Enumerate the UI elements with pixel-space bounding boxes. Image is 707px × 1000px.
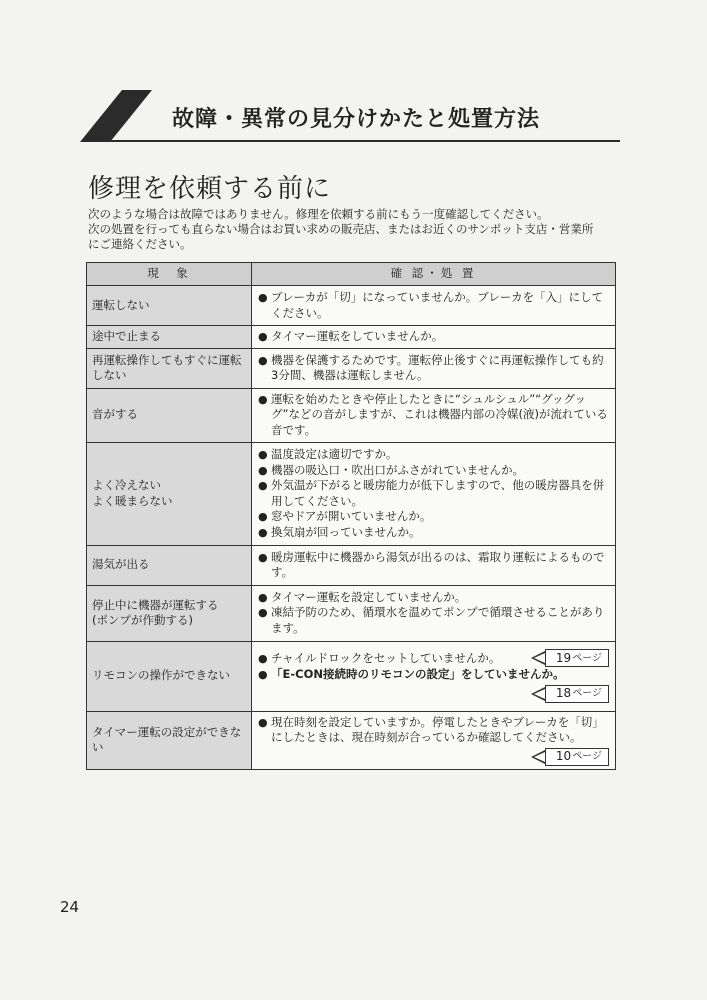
symptom-cell: タイマー運転の設定ができない [87, 711, 252, 769]
bullet-icon: ● [258, 550, 268, 564]
check-cell [252, 711, 616, 769]
check-item [258, 667, 609, 683]
bullet-icon: ● [258, 668, 268, 682]
symptom-cell: リモコンの操作ができない [87, 641, 252, 711]
table-row [87, 545, 616, 585]
symptom-cell: 再運転操作してもすぐに運転しない [87, 348, 252, 388]
bullet-icon: ● [258, 479, 268, 492]
bullet-icon: ● [258, 448, 268, 461]
symptom-cell: 湯気が出る [87, 545, 252, 585]
table-row [87, 348, 616, 388]
page-ref-19: 19 ページ [545, 649, 609, 667]
check-item [258, 509, 609, 525]
check-text: 凍結予防のため、循環水を温めてポンプで循環させることがあります。 [271, 605, 605, 635]
page-number: 24 [60, 898, 80, 916]
table-row [87, 326, 616, 349]
check-item [258, 715, 609, 746]
bullet-icon: ● [258, 525, 268, 539]
check-text: 運転を始めたときや停止したときに“シュルシュル”“グッグッグ”などの音がしますが、これは機器内部の冷媒(液)が流れている音です。 [271, 391, 608, 437]
check-text: タイマー運転をしていませんか。 [271, 329, 444, 343]
table-header-row [87, 263, 616, 286]
table-row [87, 711, 616, 769]
bullet-icon: ● [258, 715, 268, 729]
check-item [258, 550, 609, 581]
check-text: 外気温が下がると暖房能力が低下しますので、他の暖房器具を併用してください。 [271, 478, 605, 508]
symptom-line: (ポンプが作動する) [92, 613, 193, 627]
check-item [258, 329, 609, 345]
bullet-icon: ● [258, 651, 268, 665]
check-item [258, 590, 609, 606]
section-title: 故障・異常の見分けかたと処置方法 [172, 107, 541, 132]
check-cell [252, 545, 616, 585]
bullet-icon: ● [258, 590, 268, 604]
table-row [87, 585, 616, 641]
check-cell [252, 442, 616, 545]
check-cell [252, 348, 616, 388]
check-text: 「E-CON接続時のリモコンの設定」をしていませんか。 [271, 667, 565, 682]
symptom-line: 停止中に機器が運転する [92, 597, 219, 612]
symptom-line: よく暖まらない [92, 493, 173, 508]
table-row [87, 442, 616, 545]
check-text: 機器の吸込口・吹出口がふさがれていませんか。 [271, 462, 524, 477]
symptom-cell: 途中で止まる [87, 326, 252, 349]
check-cell [252, 388, 616, 442]
page-title: 修理を依頼する前に [88, 174, 332, 204]
symptom-cell: 運転しない [87, 286, 252, 326]
header-check: 確 認・処 置 [252, 263, 616, 286]
check-text: ブレーカが「切」になっていませんか。ブレーカを「入」にしてください。 [271, 290, 604, 320]
check-text: 現在時刻を設定していますか。停電したときやブレーカを「切」にしたときは、現在時刻が合っているか確認してください。 [271, 714, 604, 744]
bullet-icon: ● [258, 510, 268, 523]
bullet-icon: ● [258, 353, 268, 367]
check-item [258, 392, 609, 439]
symptom-cell [87, 442, 252, 545]
check-item [258, 447, 609, 463]
intro-line: にご連絡ください。 [88, 237, 192, 251]
check-text: 暖房運転中に機器から湯気が出るのは、霜取り運転によるものです。 [271, 549, 605, 579]
table-row [87, 286, 616, 326]
check-cell [252, 641, 616, 711]
section-header [80, 90, 620, 142]
check-cell [252, 286, 616, 326]
check-item [258, 651, 500, 667]
bullet-icon: ● [258, 606, 268, 620]
check-cell [252, 326, 616, 349]
check-item [258, 463, 609, 479]
intro-text [88, 207, 618, 252]
check-item [258, 605, 609, 636]
bullet-icon: ● [258, 291, 268, 304]
check-text: チャイルドロックをセットしていませんか。 [271, 650, 501, 665]
table-row [87, 641, 616, 711]
check-cell [252, 585, 616, 641]
check-text: 温度設定は適切ですか。 [271, 447, 398, 461]
bullet-icon: ● [258, 392, 268, 406]
check-item [258, 478, 609, 509]
check-item [258, 353, 609, 384]
intro-line: 次のような場合は故障ではありません。修理を依頼する前にもう一度確認してください。 [88, 207, 549, 221]
troubleshooting-table [86, 262, 616, 770]
check-text: タイマー運転を設定していませんか。 [271, 589, 467, 604]
check-text: 窓やドアが開いていませんか。 [271, 509, 432, 523]
symptom-cell [87, 585, 252, 641]
bullet-icon: ● [258, 463, 268, 477]
symptom-line: よく冷えない [92, 478, 161, 492]
header-symptom: 現 象 [87, 263, 252, 286]
intro-line: 次の処置を行っても直らない場合はお買い求めの販売店、またはお近くのサンポット支店・営業所 [88, 222, 594, 236]
check-text: 換気扇が回っていませんか。 [271, 524, 421, 539]
check-text: 機器を保護するためです。運転停止後すぐに再運転操作しても約3分間、機器は運転しません。 [271, 352, 604, 382]
page-ref-10: 10 ページ [545, 748, 609, 766]
table-row [87, 388, 616, 442]
symptom-cell: 音がする [87, 388, 252, 442]
check-item [258, 290, 609, 321]
page-ref-18: 18 ページ [545, 685, 609, 703]
check-item-with-ref [258, 649, 609, 667]
bullet-icon: ● [258, 330, 268, 343]
check-item [258, 525, 609, 541]
